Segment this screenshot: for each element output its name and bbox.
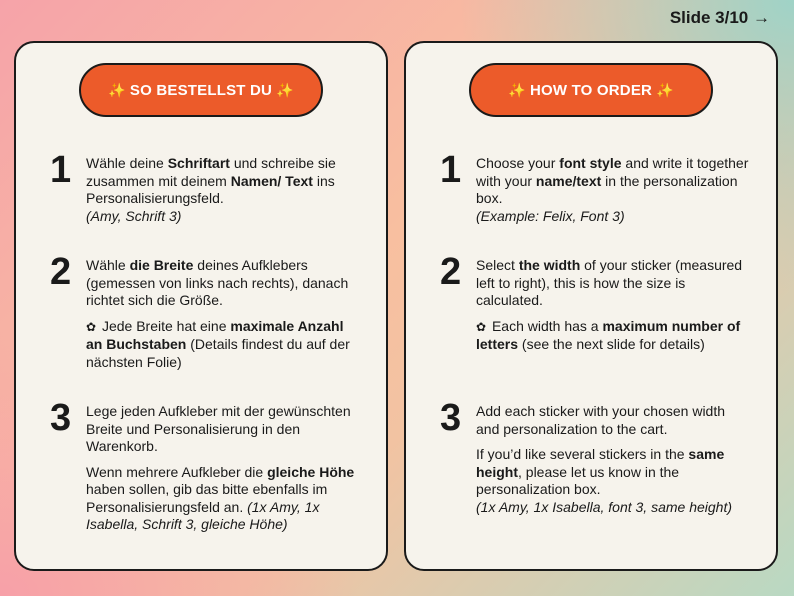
text: Wenn mehrere Aufkleber die	[86, 463, 268, 480]
text: of your sticker (measured left to right), this is how the size is calculated.	[476, 257, 743, 308]
text-bold: Schriftart	[167, 155, 230, 171]
step-text	[476, 403, 750, 524]
text: Add each sticker with your chosen width and personalization to the cart.	[476, 403, 726, 437]
title-pill-english	[469, 63, 713, 117]
flower-icon: ✿	[86, 319, 97, 334]
example-text: (Example: Felix, Font 3)	[476, 207, 625, 224]
text-bold: the width	[518, 257, 581, 273]
text: haben sollen, gib das bitte ebenfalls im Personalisierungsfeld an.	[86, 481, 328, 515]
text: Jede Breite hat eine	[98, 317, 231, 334]
slide-counter[interactable]: Slide 3/10 →	[669, 8, 770, 27]
text-bold: same height	[476, 446, 725, 480]
sparkle-icon: ✨	[276, 81, 294, 98]
card-title: SO BESTELLST DU	[129, 81, 273, 99]
text-bold: font style	[559, 155, 622, 171]
text: ins Personalisierungsfeld.	[86, 172, 335, 206]
text: Select	[476, 257, 519, 273]
step-number: 1	[50, 149, 72, 191]
step-text	[86, 155, 360, 233]
step-text	[86, 257, 360, 379]
text: in the personalization box.	[476, 172, 738, 206]
text: Choose your	[476, 155, 560, 171]
text-bold: gleiche Höhe	[267, 463, 355, 480]
card-title: HOW TO ORDER	[529, 81, 653, 99]
step-number: 3	[440, 397, 462, 439]
step-text	[86, 403, 360, 542]
step-text	[476, 155, 750, 233]
text: Wähle	[86, 257, 130, 273]
text: Wähle deine	[86, 155, 168, 171]
sparkle-icon: ✨	[508, 81, 526, 98]
example-text: (Amy, Schrift 3)	[86, 207, 182, 224]
example-text: (1x Amy, 1x Isabella, font 3, same height)	[476, 498, 733, 515]
text-bold: name/text	[535, 172, 602, 189]
text: and write it together with your	[476, 155, 749, 189]
text: Each width has a	[488, 317, 603, 334]
example-text: (1x Amy, 1x Isabella, Schrift 3, gleiche Höhe)	[86, 498, 320, 532]
sparkle-icon: ✨	[656, 81, 674, 98]
card-german	[14, 41, 388, 571]
step-text	[476, 257, 750, 362]
title-pill-german	[79, 63, 323, 117]
text-bold: Namen/ Text	[230, 172, 313, 189]
sparkle-icon: ✨	[108, 81, 126, 98]
card-english	[404, 41, 778, 571]
text: und schreibe sie zusammen mit deinem	[86, 155, 336, 189]
flower-icon: ✿	[476, 319, 487, 334]
text: Lege jeden Aufkleber mit der gewünschten Breite und Personalisierung in den Warenkorb.	[86, 403, 351, 454]
step-number: 1	[440, 149, 462, 191]
text: (see the next slide for details)	[518, 336, 705, 352]
step-number: 2	[440, 251, 462, 293]
text: , please let us know in the personalization box.	[476, 463, 680, 497]
text-bold: maximale Anzahl an Buchstaben	[86, 317, 344, 352]
step-number: 2	[50, 251, 72, 293]
text: If you’d like several stickers in the	[476, 446, 689, 462]
text-bold: maximum number of letters	[476, 317, 741, 352]
text-bold: die Breite	[129, 257, 194, 273]
step-number: 3	[50, 397, 72, 439]
text: deines Aufklebers (gemessen von links nach rechts), danach richtet sich die Größe.	[86, 257, 349, 308]
text: (Details findest du auf der nächsten Folie)	[86, 336, 350, 370]
